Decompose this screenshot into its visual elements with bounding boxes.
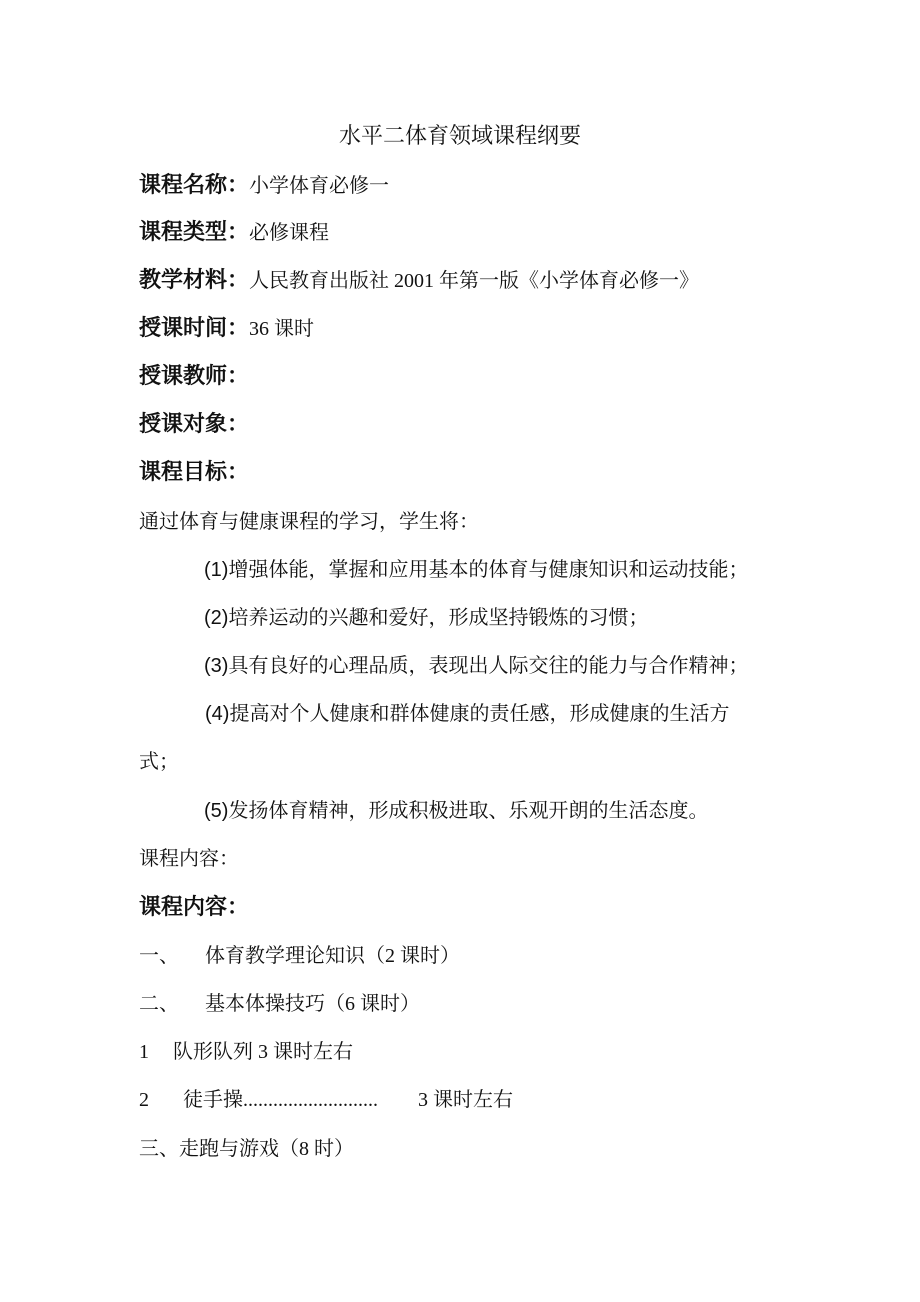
- content-text: 徒手操: [183, 1089, 243, 1111]
- field-label: 课程名称：: [139, 173, 250, 198]
- content-item: [139, 941, 460, 971]
- field-course-objectives: [139, 458, 249, 488]
- objective-item: [204, 651, 748, 681]
- field-audience: [139, 410, 249, 440]
- content-index: 2: [139, 1089, 149, 1111]
- field-value: 必修课程: [249, 222, 330, 244]
- objective-text: 具有良好的心理品质，表现出人际交往的能力与合作精神；: [228, 655, 749, 677]
- content-item: [139, 1134, 354, 1164]
- objective-item: [204, 555, 748, 585]
- field-label: 课程类型：: [139, 220, 250, 245]
- objective-text: 式；: [139, 751, 179, 773]
- field-value: 人民教育出版社 2001 年第一版《小学体育必修一》: [249, 270, 700, 292]
- objective-number: (5): [204, 800, 229, 822]
- field-value: 小学体育必修一: [249, 175, 390, 197]
- content-text: 体育教学理论知识（2 课时）: [205, 945, 460, 967]
- content-text: 队形队列 3 课时左右: [173, 1041, 353, 1063]
- field-teaching-material: [139, 266, 699, 296]
- content-index: 1: [139, 1041, 149, 1063]
- objective-text: 培养运动的兴趣和爱好，形成坚持锻炼的习惯；: [228, 607, 649, 629]
- objective-number: (2): [204, 607, 229, 629]
- objective-text: 提高对个人健康和群体健康的责任感，形成健康的生活方: [229, 703, 730, 725]
- objective-item: [204, 796, 708, 826]
- objective-text: 增强体能，掌握和应用基本的体育与健康知识和运动技能；: [228, 559, 749, 581]
- objective-item-continuation: [139, 747, 179, 777]
- field-label: 授课对象：: [139, 412, 250, 437]
- content-item: [139, 989, 420, 1019]
- field-label: 教学材料：: [139, 268, 250, 293]
- content-index: 三、: [139, 1138, 179, 1160]
- content-index: 一、: [139, 945, 179, 967]
- objective-item: [204, 603, 648, 633]
- objective-number: (1): [204, 559, 229, 581]
- content-hours: 3 课时左右: [418, 1089, 513, 1111]
- content-index: 二、: [139, 993, 179, 1015]
- field-label: 课程目标：: [139, 460, 250, 485]
- field-teacher: [139, 362, 249, 392]
- objective-item: [205, 699, 729, 729]
- content-item: [139, 1085, 513, 1115]
- objectives-intro: 通过体育与健康课程的学习，学生将：: [139, 511, 479, 533]
- field-label: 授课时间：: [139, 316, 250, 341]
- content-text: 走跑与游戏（8 时）: [179, 1138, 354, 1160]
- field-label: 授课教师：: [139, 364, 250, 389]
- field-course-type: [139, 218, 329, 248]
- content-heading: 课程内容：: [139, 895, 250, 920]
- objective-text: 发扬体育精神，形成积极进取、乐观开朗的生活态度。: [228, 800, 709, 822]
- objective-number: (4): [205, 703, 230, 725]
- field-course-name: [139, 171, 389, 201]
- content-item: [139, 1037, 353, 1067]
- content-plain-label: 课程内容：: [139, 848, 239, 870]
- objective-number: (3): [204, 655, 229, 677]
- field-value: 36 课时: [249, 318, 315, 340]
- field-teaching-time: [139, 314, 314, 344]
- content-text: 基本体操技巧（6 课时）: [205, 993, 420, 1015]
- leader-dots: ...........................: [243, 1089, 378, 1111]
- document-title: 水平二体育领域课程纲要: [338, 123, 581, 148]
